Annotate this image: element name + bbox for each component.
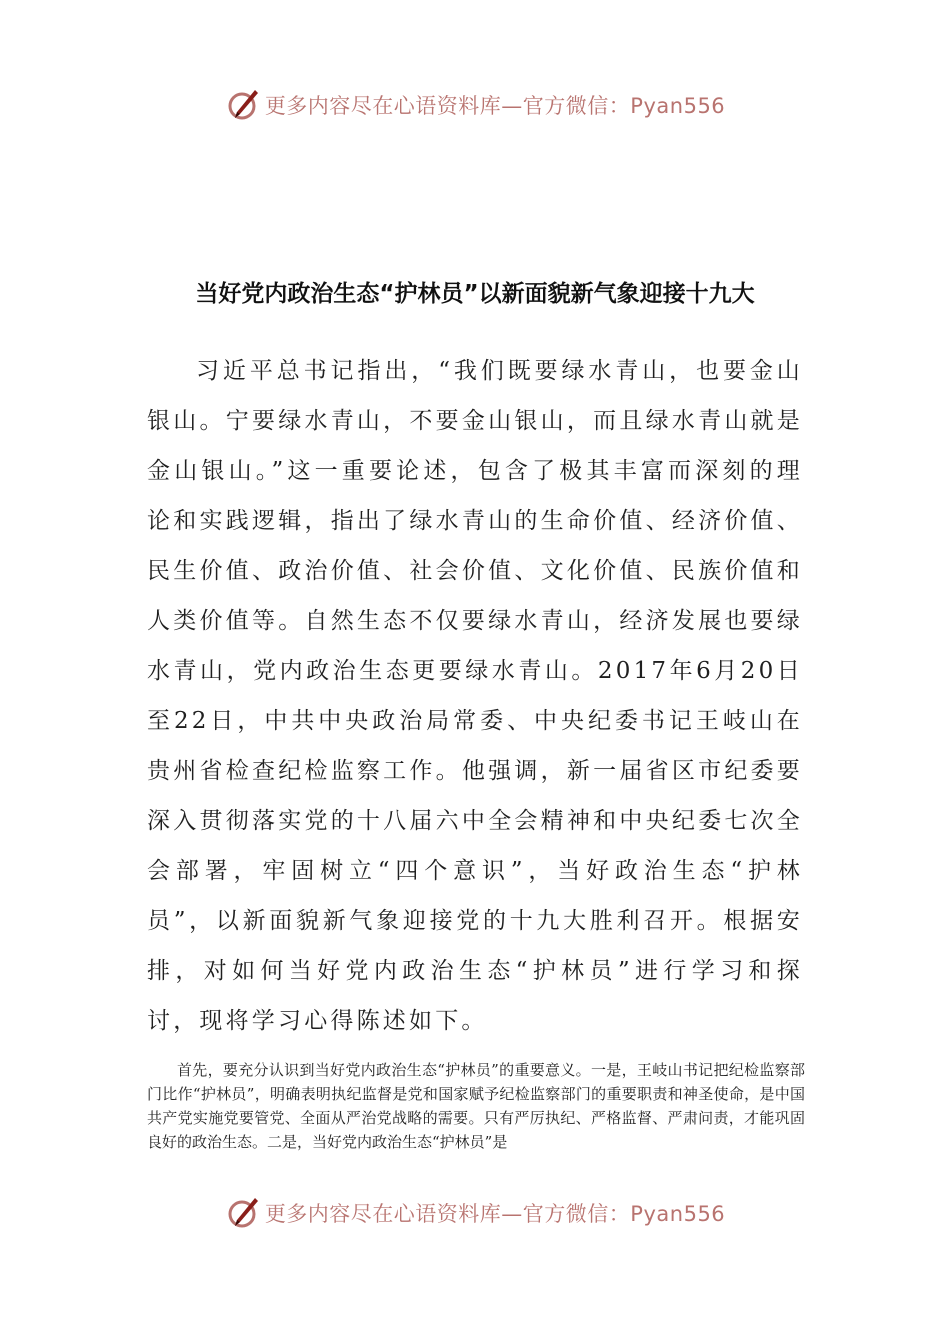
banner-text: 更多内容尽在心语资料库—官方微信：Pyan556 bbox=[264, 1202, 726, 1226]
quill-pen-logo-icon bbox=[225, 87, 261, 123]
document-title: 当好党内政治生态“护林员”以新面貌新气象迎接十九大 bbox=[195, 281, 755, 307]
intro-paragraph: 习近平总书记指出，“我们既要绿水青山，也要金山银山。宁要绿水青山，不要金山银山，而且绿水青山就是金山银山。”这一重要论述，包含了极其丰富而深刻的理论和实践逻辑，指出了绿水青山的生命价值、经济价值、民生价值、政治价值、社会价值、文化价值、民族价值和人类价值等。自然生态不仅要绿水青山，经济发展也要绿水青山，党内政治生态更要绿水青山。2017年6月20日至22日，中共中央政治局常委、中央纪委书记王岐山在贵州省检查纪检监察工作。他强调，新一届省区市纪委要深入贯彻落实党的十八届六中全会精神和中央纪委七次全会部署，牢固树立“四个意识”，当好政治生态“护林员”，以新面貌新气象迎接党的十九大胜利召开。根据安排，对如何当好党内政治生态“护林员”进行学习和探讨，现将学习心得陈述如下。 bbox=[147, 358, 803, 1034]
footer-banner bbox=[0, 1188, 950, 1238]
quill-pen-logo-icon bbox=[225, 1195, 261, 1231]
banner-text: 更多内容尽在心语资料库—官方微信：Pyan556 bbox=[264, 94, 726, 118]
header-banner bbox=[0, 80, 950, 130]
second-paragraph: 首先，要充分认识到当好党内政治生态“护林员”的重要意义。一是，王岐山书记把纪检监察部门比作“护林员”，明确表明执纪监督是党和国家赋予纪检监察部门的重要职责和神圣使命，是中国共产党实施党要管党、全面从严治党战略的需要。只有严厉执纪、严格监督、严肃问责，才能巩固良好的政治生态。二是，当好党内政治生态“护林员”是 bbox=[147, 1061, 805, 1151]
